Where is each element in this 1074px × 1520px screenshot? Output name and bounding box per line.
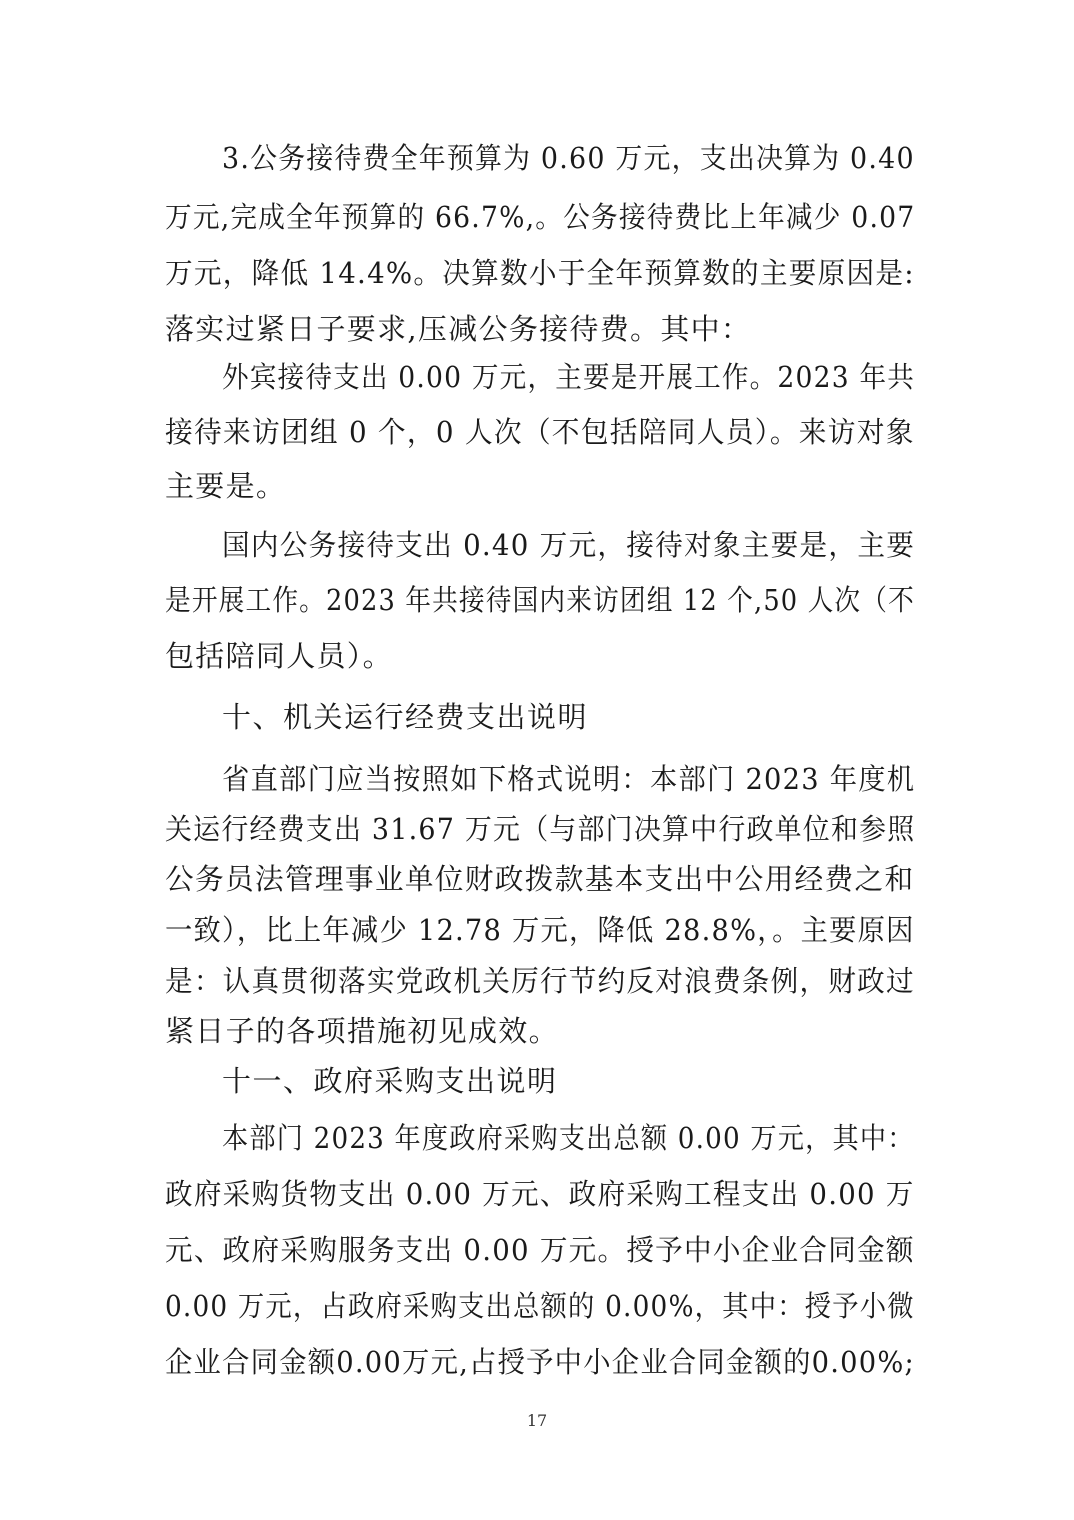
paragraph-line: 政府采购货物支出 0.00 万元、政府采购工程支出 0.00 万 bbox=[165, 1177, 915, 1211]
paragraph-line: 万元,完成全年预算的 66.7%,。公务接待费比上年减少 0.07 bbox=[165, 200, 916, 234]
paragraph-line: 元、政府采购服务支出 0.00 万元。授予中小企业合同金额 bbox=[165, 1233, 915, 1267]
paragraph-line: 本部门 2023 年度政府采购支出总额 0.00 万元，其中： bbox=[222, 1121, 915, 1155]
paragraph-line: 是：认真贯彻落实党政机关厉行节约反对浪费条例，财政过 bbox=[165, 964, 915, 998]
paragraph-line: 落实过紧日子要求,压减公务接待费。其中： bbox=[165, 312, 752, 346]
paragraph-line: 省直部门应当按照如下格式说明：本部门 2023 年度机 bbox=[222, 762, 916, 796]
paragraph-line: 企业合同金额0.00万元,占授予中小企业合同金额的0.00%; bbox=[165, 1345, 915, 1379]
paragraph-line: 接待来访团组 0 个，0 人次（不包括陪同人员）。来访对象 bbox=[165, 415, 915, 449]
paragraph-line: 一致），比上年减少 12.78 万元，降低 28.8%，。主要原因 bbox=[165, 913, 915, 947]
paragraph-line: 国内公务接待支出 0.40 万元，接待对象主要是，主要 bbox=[222, 528, 916, 562]
paragraph-line: 万元，降低 14.4%。决算数小于全年预算数的主要原因是: bbox=[165, 256, 915, 290]
paragraph-line: 包括陪同人员）。 bbox=[165, 639, 393, 673]
paragraph-line: 是开展工作。2023 年共接待国内来访团组 12 个,50 人次（不 bbox=[165, 583, 915, 617]
paragraph-line: 紧日子的各项措施初见成效。 bbox=[165, 1014, 559, 1048]
paragraph-line: 3.公务接待费全年预算为 0.60 万元，支出决算为 0.40 bbox=[222, 141, 915, 175]
paragraph-line: 外宾接待支出 0.00 万元，主要是开展工作。2023 年共 bbox=[222, 360, 916, 394]
paragraph-line: 关运行经费支出 31.67 万元（与部门决算中行政单位和参照 bbox=[165, 812, 916, 846]
paragraph-line: 0.00 万元，占政府采购支出总额的 0.00%，其中：授予小微 bbox=[165, 1289, 915, 1323]
section-heading: 十一、政府采购支出说明 bbox=[222, 1064, 558, 1098]
section-heading: 十、机关运行经费支出说明 bbox=[222, 700, 589, 734]
paragraph-line: 主要是。 bbox=[165, 469, 287, 503]
page-number: 17 bbox=[526, 1411, 548, 1430]
paragraph-line: 公务员法管理事业单位财政拨款基本支出中公用经费之和 bbox=[165, 862, 915, 896]
